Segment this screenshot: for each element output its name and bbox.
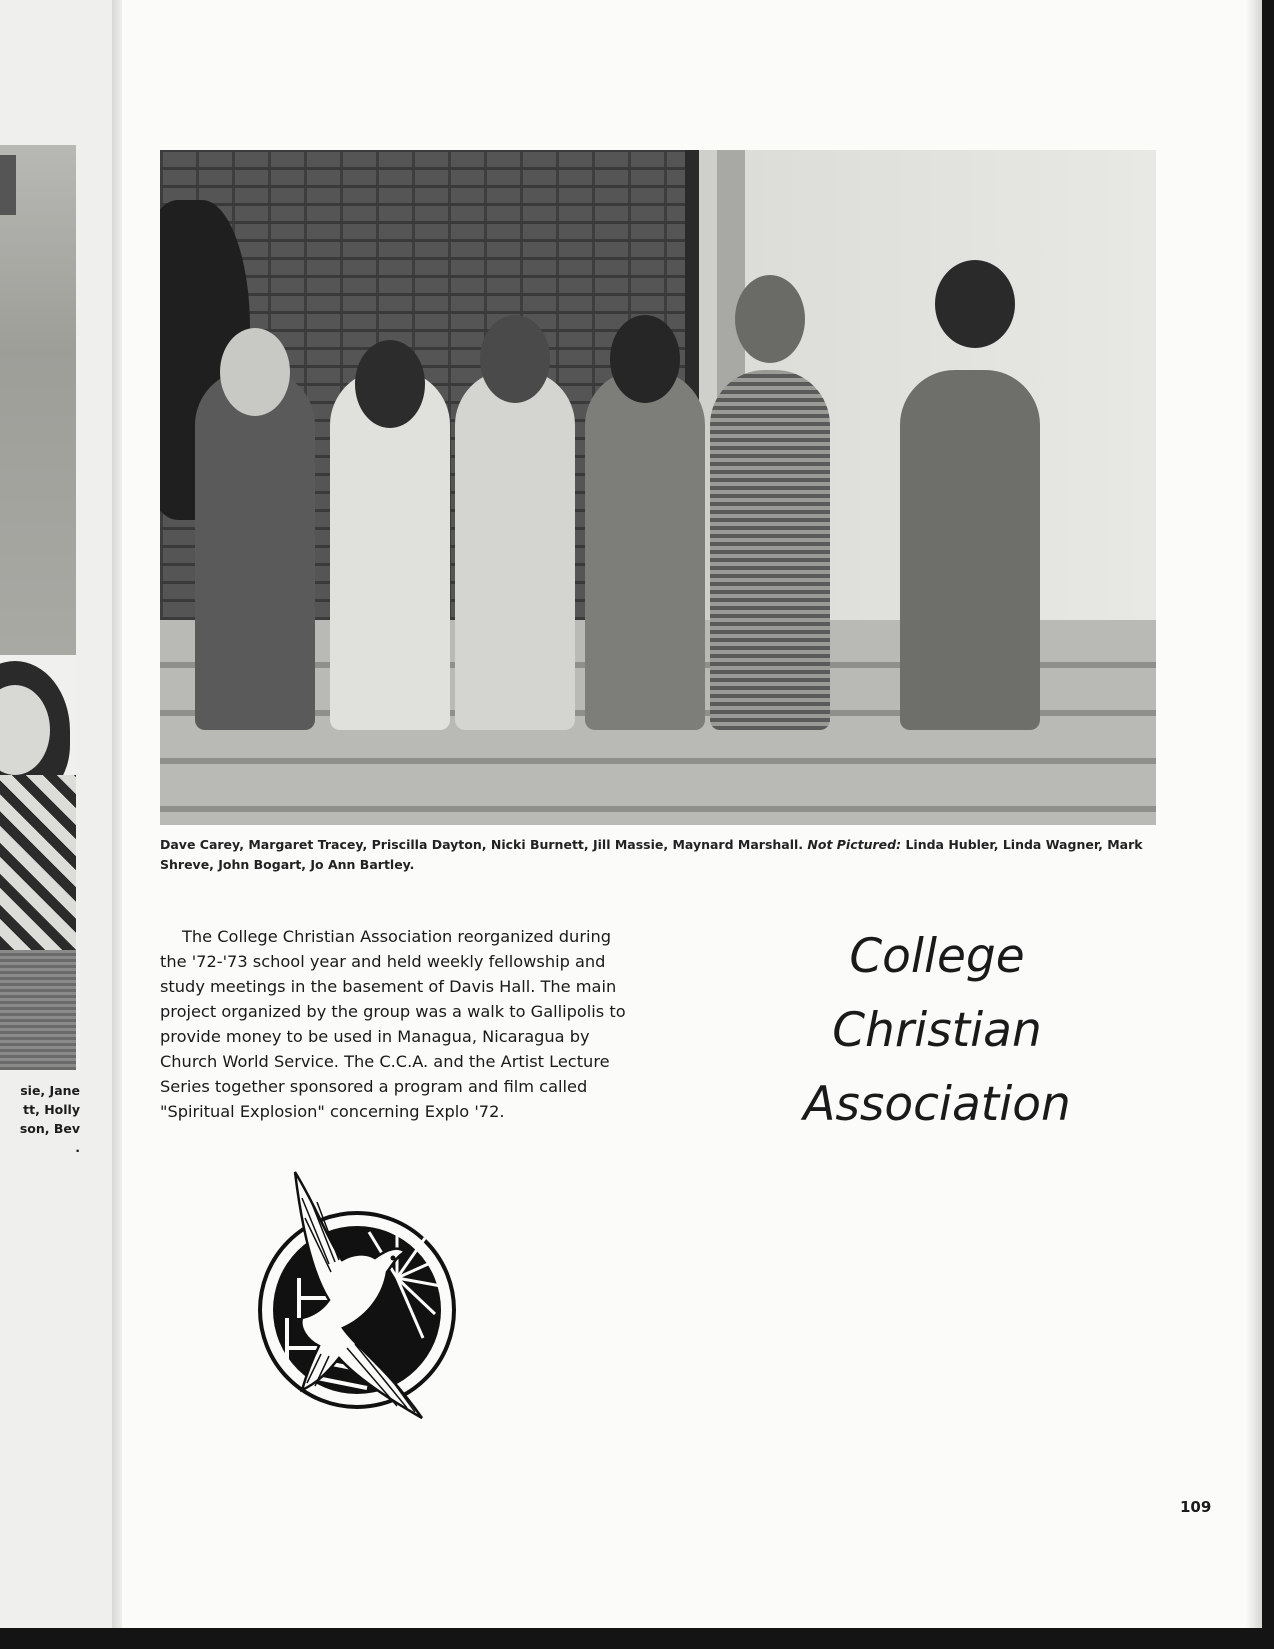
- page-title: [742, 920, 1132, 1142]
- page-number: 109: [1180, 1498, 1212, 1516]
- photo-caption: [160, 835, 1156, 875]
- photo-person: [710, 370, 830, 730]
- caption-names: Dave Carey, Margaret Tracey, Priscilla Dayton, Nicki Burnett, Jill Massie, Maynard Marshall.: [160, 837, 804, 852]
- facing-caption-line: tt, Holly: [23, 1102, 80, 1117]
- dove-emblem-icon: [247, 1168, 477, 1423]
- facing-page-photo-top: [0, 145, 76, 655]
- not-pictured-label: Not Pictured:: [807, 837, 902, 852]
- photo-person-head: [610, 315, 680, 403]
- photo-person: [900, 370, 1040, 730]
- facing-page: [0, 0, 120, 1628]
- article-body: The College Christian Association reorganized during the '72-'73 school year and held weekly fellowship and study meetings in the basement of Davis Hall. The main project organized by the group was a walk to Gallipolis to provide money to be used in Managua, Nicaragua by Church World Service. The C.C.A. and the Artist Lecture Series together sponsored a program and film called "Spiritual Explosion" concerning Explo '72.: [160, 927, 626, 1121]
- facing-page-portrait: [0, 655, 76, 1070]
- facing-caption-line: sie, Jane: [20, 1083, 80, 1098]
- title-line: Association: [803, 1077, 1071, 1132]
- portrait-skirt: [0, 950, 76, 1070]
- portrait-shirt: [0, 775, 76, 950]
- photo-person-head: [355, 340, 425, 428]
- yearbook-page: [122, 0, 1260, 1628]
- facing-page-caption: [0, 1081, 80, 1157]
- title-line: College: [849, 929, 1025, 984]
- photo-person: [585, 370, 705, 730]
- facing-page-photo-detail: [0, 155, 16, 215]
- facing-caption-line: .: [75, 1140, 80, 1155]
- photo-person-head: [480, 315, 550, 403]
- photo-person-head: [220, 328, 290, 416]
- group-photo: [160, 150, 1156, 825]
- facing-caption-line: son, Bev: [19, 1121, 80, 1136]
- photo-person: [195, 370, 315, 730]
- not-pictured-names: Linda Hubler, Linda Wagner, Mark Shreve, John Bogart, Jo Ann Bartley.: [160, 837, 1143, 872]
- photo-person: [455, 370, 575, 730]
- photo-person-head: [735, 275, 805, 363]
- photo-person-head: [935, 260, 1015, 348]
- title-line: Christian: [832, 1003, 1042, 1058]
- page-edge-shadow: [1246, 0, 1262, 1628]
